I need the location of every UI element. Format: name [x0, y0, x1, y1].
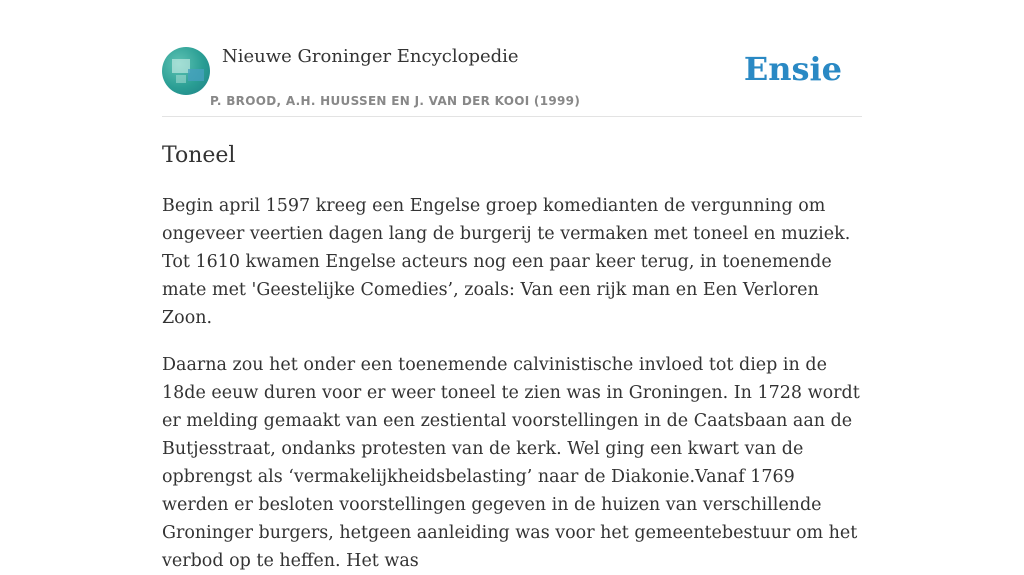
body-paragraph: Begin april 1597 kreeg een Engelse groep komedianten de vergunning om ongeveer veertien dagen lang de burgerij te vermaken met toneel en muziek. Tot 1610 kwamen Engelse acteurs nog een paar keer terug, in toenemende mate met 'Geestelijke Comedies’, zoals: Van een rijk man en Een Verloren Zoon.: [162, 196, 851, 328]
source-avatar[interactable]: [162, 47, 210, 95]
entry-body: [162, 192, 862, 575]
body-paragraph: Daarna zou het onder een toenemende calvinistische invloed tot diep in de 18de eeuw duren voor er weer toneel te zien was in Groningen. In 1728 wordt er melding gemaakt van een zestiental voorstellingen in de Caatsbaan aan de Butjesstraat, ondanks protesten van de kerk. Wel ging een kwart van de opbrengst als ‘vermakelijkheidsbelasting’ naar de Diakonie.Vanaf 1769 werden er besloten voorstellingen gegeven in de huizen van verschillende Groninger burgers, hetgeen aanleiding was voor het gemeentebestuur om het verbod op te heffen. Het was: [162, 355, 860, 571]
page: [162, 0, 862, 575]
avatar-shape: [176, 75, 186, 83]
source-title[interactable]: Nieuwe Groninger Encyclopedie: [222, 46, 519, 67]
avatar-shape: [188, 69, 204, 81]
entry-title: Toneel: [162, 143, 236, 168]
brand-logo-link[interactable]: Ensie: [743, 50, 842, 88]
source-header: [162, 0, 862, 117]
source-authors: P. BROOD, A.H. HUUSSEN EN J. VAN DER KOOI (1999): [210, 94, 581, 108]
